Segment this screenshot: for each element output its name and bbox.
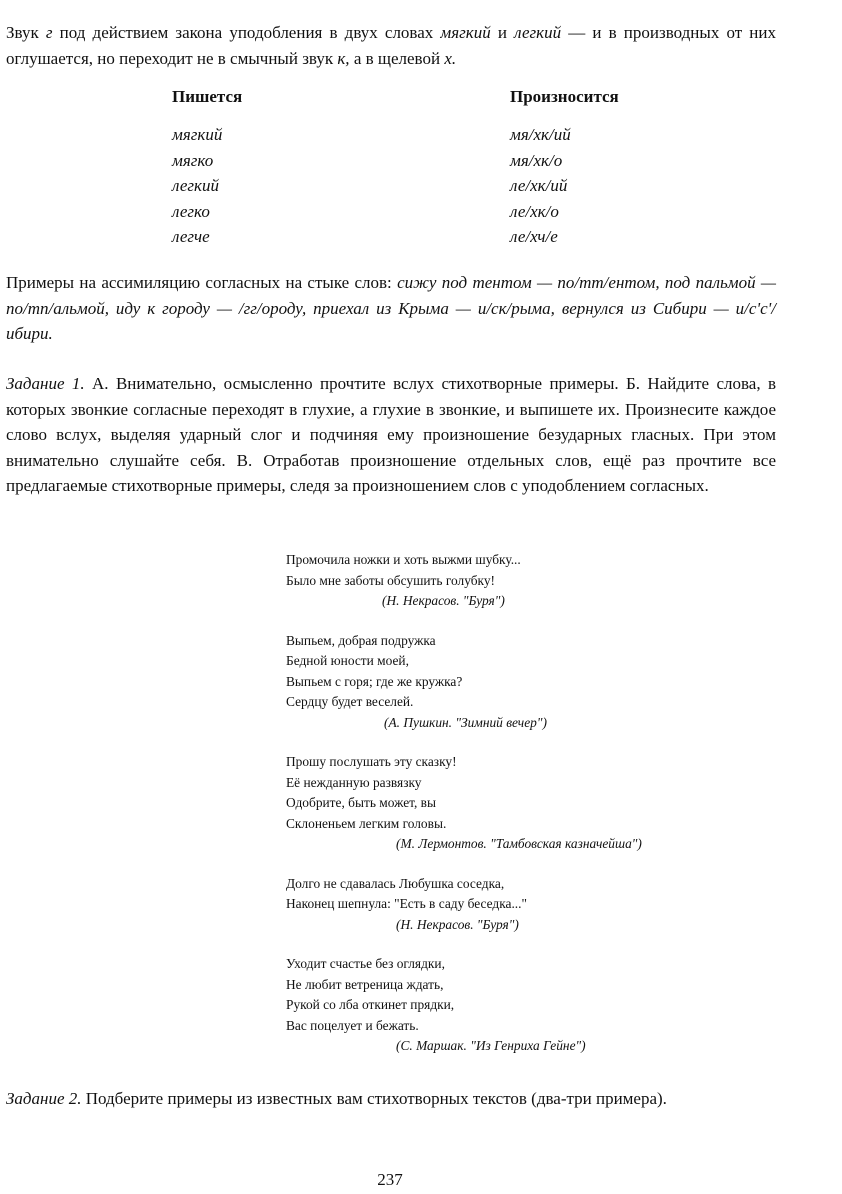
task-text: Подберите примеры из известных вам стихотворных текстов (два-три примера). — [81, 1089, 667, 1108]
italic-run: г — [45, 23, 53, 42]
pronounced-word: мя/хк/ий — [510, 125, 571, 144]
pronounced-word: ле/хк/ий — [510, 176, 568, 195]
task-text: А. Внимательно, осмысленно прочтите вслух стихотворные примеры. Б. Найдите слова, в которых звонкие согласные переходят в глухие, а глухие в звонкие, и выпишете их. Произнесите каждое слово вслух, выделяя ударный слог и подчиняя ему произношение безударных гласных. При этом внимательно слушайте себя. В. Отработав произношение отдельных слов, ещё раз прочтите все предлагаемые стихотворные примеры, следя за произношением слов с уподоблением согласных. — [6, 374, 776, 495]
poem-attribution: (А. Пушкин. "Зимний вечер") — [384, 714, 547, 730]
poem-stanza — [286, 874, 726, 936]
pronounced-column — [510, 86, 619, 250]
poem-examples — [286, 550, 726, 1076]
poem-line: Уходит счастье без оглядки, — [286, 956, 445, 971]
pronounced-word: мя/хк/о — [510, 150, 563, 170]
written-column — [172, 86, 242, 250]
poem-stanza — [286, 954, 726, 1057]
text-run: и — [490, 23, 515, 42]
poem-stanza — [286, 631, 726, 734]
written-word: мягко — [172, 150, 214, 170]
poem-line: Сердцу будет веселей. — [286, 694, 414, 709]
italic-run: сижу под тентом — по/тт/ентом, под пальмой — по/тп/альмой, иду к городу — /гг/ороду, приехал из Крыма — и/ск/рыма, вернулся из Сибири — и/с'с'/ибири. — [6, 273, 776, 343]
poem-line: Бедной юности моей, — [286, 653, 409, 668]
poem-line: Выпьем с горя; где же кружка? — [286, 673, 463, 689]
italic-run: х. — [444, 48, 457, 68]
poem-line: Не любит ветреница ждать, — [286, 976, 444, 992]
written-word: легкий — [172, 176, 219, 195]
text-run: под действием закона уподобления в двух словах — [52, 23, 441, 42]
poem-line: Долго не сдавалась Любушка соседка, — [286, 875, 505, 891]
poem-line: Вас поцелует и бежать. — [286, 1017, 419, 1033]
poem-line: Склоненьем легким головы. — [286, 815, 447, 831]
header-pronounced: Произносится — [510, 87, 619, 106]
poem-line: Прошу послушать эту сказку! — [286, 754, 457, 769]
italic-run: к, — [337, 48, 350, 68]
poem-line: Промочила ножки и хоть выжми шубку... — [286, 552, 521, 567]
italic-run: легкий — [514, 23, 562, 42]
written-word: мягкий — [172, 125, 223, 144]
italic-run: мягкий — [440, 23, 491, 42]
written-word: легко — [172, 201, 210, 221]
task2-paragraph — [6, 1086, 776, 1112]
text-run: Примеры на ассимиляцию согласных на стыке слов: — [6, 273, 398, 292]
written-word: легче — [172, 227, 210, 246]
header-written: Пишется — [172, 87, 243, 106]
poem-attribution: (М. Лермонтов. "Тамбовская казначейша") — [396, 836, 642, 851]
poem-stanza — [286, 550, 726, 612]
poem-line: Выпьем, добрая подружка — [286, 632, 436, 648]
text-run: — и в производных от них оглушается, но переходит не в смычный звук — [6, 23, 776, 68]
poem-line: Было мне заботы обсушить голубку! — [286, 572, 496, 588]
task-label: Задание 2. — [6, 1089, 82, 1108]
page-number: 237 — [377, 1170, 403, 1189]
pronounced-word: ле/хч/е — [510, 227, 558, 246]
poem-line: Наконец шепнула: "Есть в саду беседка..." — [286, 896, 527, 911]
task-label: Задание 1. — [6, 374, 85, 393]
text-run: Звук — [6, 23, 46, 42]
poem-line: Одобрите, быть может, вы — [286, 795, 436, 810]
poem-line: Рукой со лба откинет прядки, — [286, 997, 455, 1012]
assimilation-paragraph — [6, 270, 776, 347]
pronounced-word: ле/хк/о — [510, 201, 559, 221]
poem-line: Её нежданную развязку — [286, 774, 422, 790]
poem-stanza — [286, 752, 726, 855]
poem-attribution: (Н. Некрасов. "Буря") — [396, 916, 519, 932]
poem-attribution: (Н. Некрасов. "Буря") — [382, 593, 505, 608]
task1-paragraph — [6, 371, 776, 499]
poem-attribution: (С. Маршак. "Из Генриха Гейне") — [396, 1038, 586, 1053]
text-run: а в щелевой — [349, 48, 445, 68]
intro-paragraph — [6, 20, 776, 71]
